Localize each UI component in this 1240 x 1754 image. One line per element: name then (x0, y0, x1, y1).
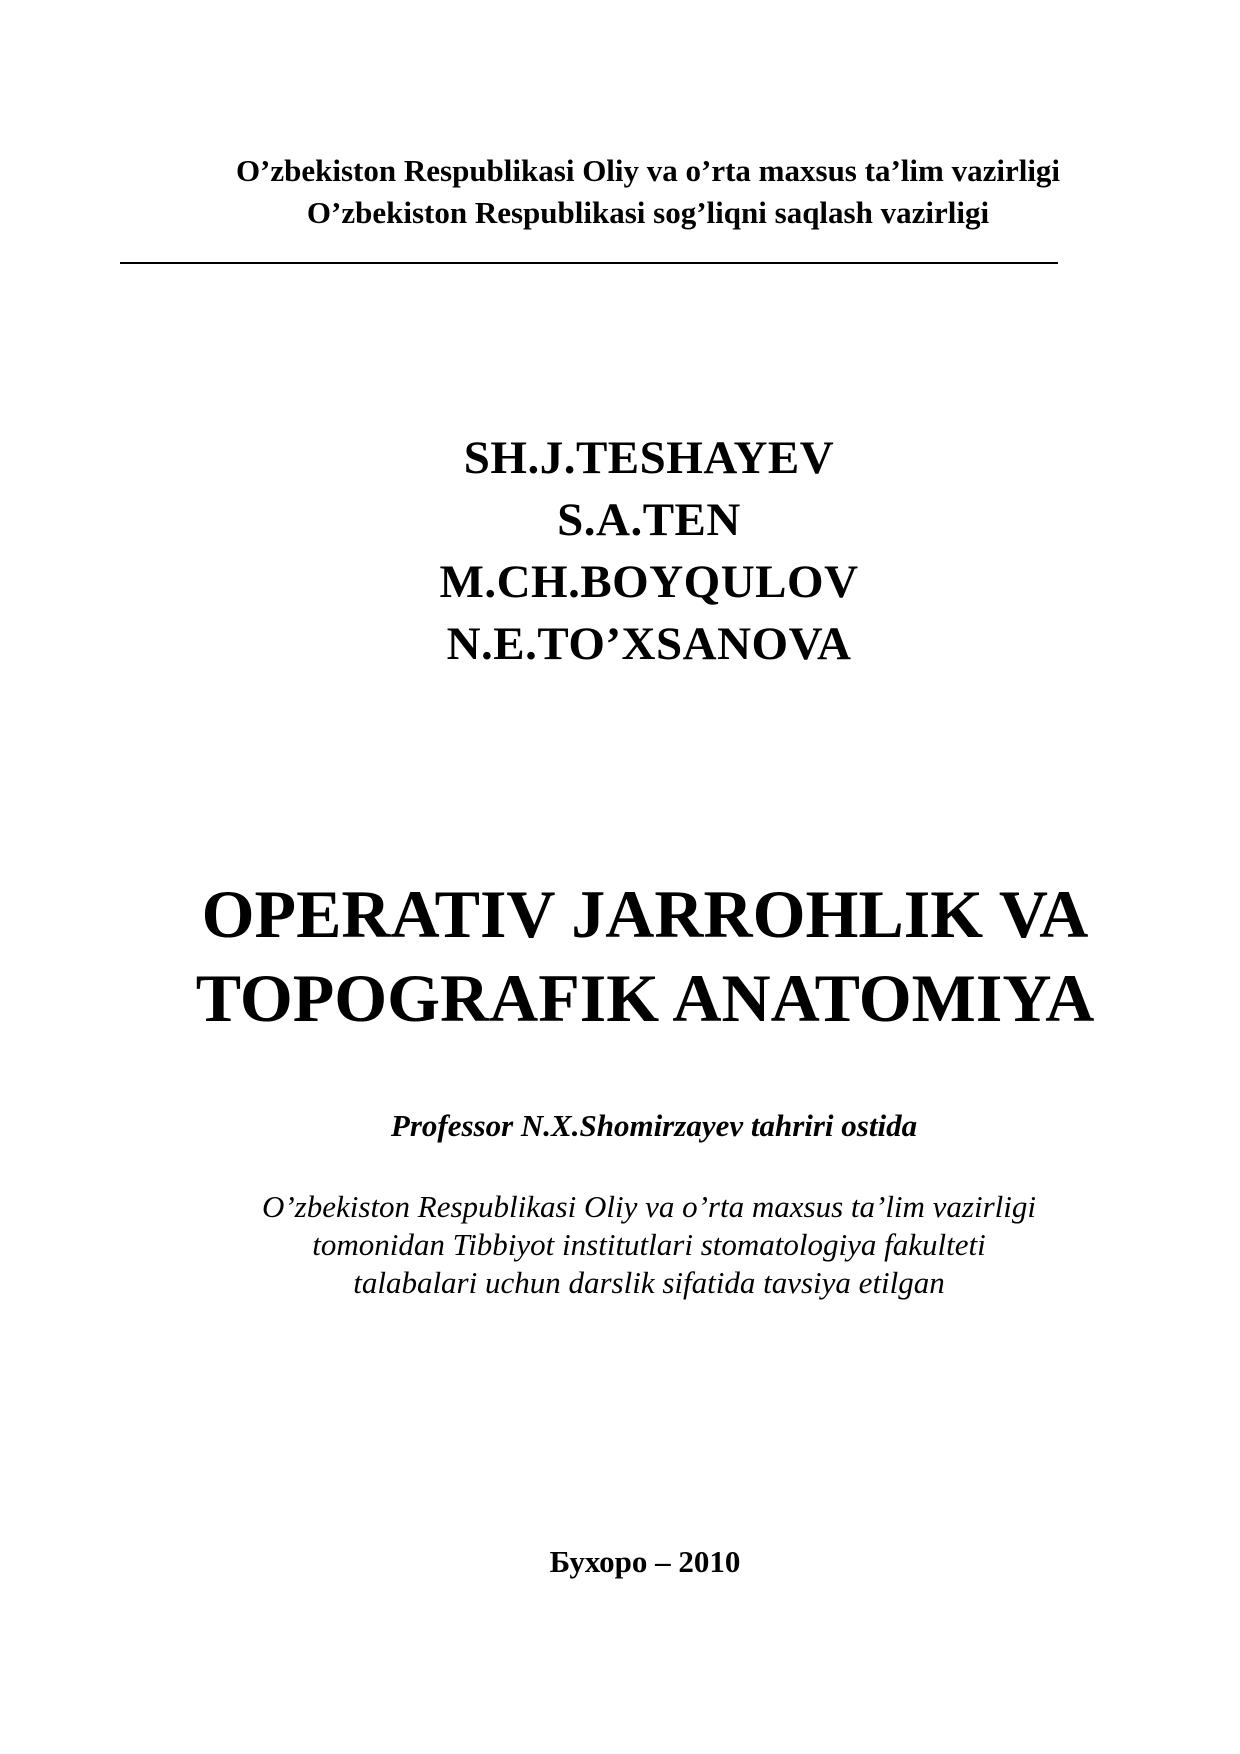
authors-block (0, 427, 1240, 675)
author-name: S.A.TEN (557, 494, 741, 546)
title-line-2: TOPOGRAFIK ANATOMIYA (195, 960, 1095, 1036)
ministry-header (0, 150, 1240, 234)
recommendation-note (0, 1188, 1240, 1302)
recommendation-line-2: tomonidan Tibbiyot institutlari stomatologiya fakulteti (312, 1227, 986, 1262)
title-line-1: OPERATIV JARROHLIK VA (201, 876, 1089, 952)
author-name: M.CH.BOYQULOV (439, 556, 859, 608)
imprint (0, 1542, 1240, 1582)
recommendation-line-3: talabalari uchun darslik sifatida tavsiya etilgan (353, 1265, 945, 1300)
recommendation-line-1: O’zbekiston Respublikasi Oliy va o’rta maxsus ta’lim vazirligi (261, 1189, 1037, 1224)
author-name: N.E.TO’XSANOVA (446, 618, 852, 670)
book-title (0, 872, 1240, 1040)
author-name: SH.J.TESHAYEV (463, 432, 835, 484)
editor-credit (0, 1106, 1240, 1146)
ministry-line-1: O’zbekiston Respublikasi Oliy va o’rta maxsus ta’lim vazirligi (235, 153, 1061, 188)
ministry-line-2: O’zbekiston Respublikasi sog’liqni saqlash vazirligi (306, 195, 990, 230)
imprint-place-year: Бухоро – 2010 (549, 1544, 741, 1579)
editor-line: Professor N.X.Shomirzayev tahriri ostida (390, 1108, 918, 1143)
header-divider (120, 262, 1058, 264)
